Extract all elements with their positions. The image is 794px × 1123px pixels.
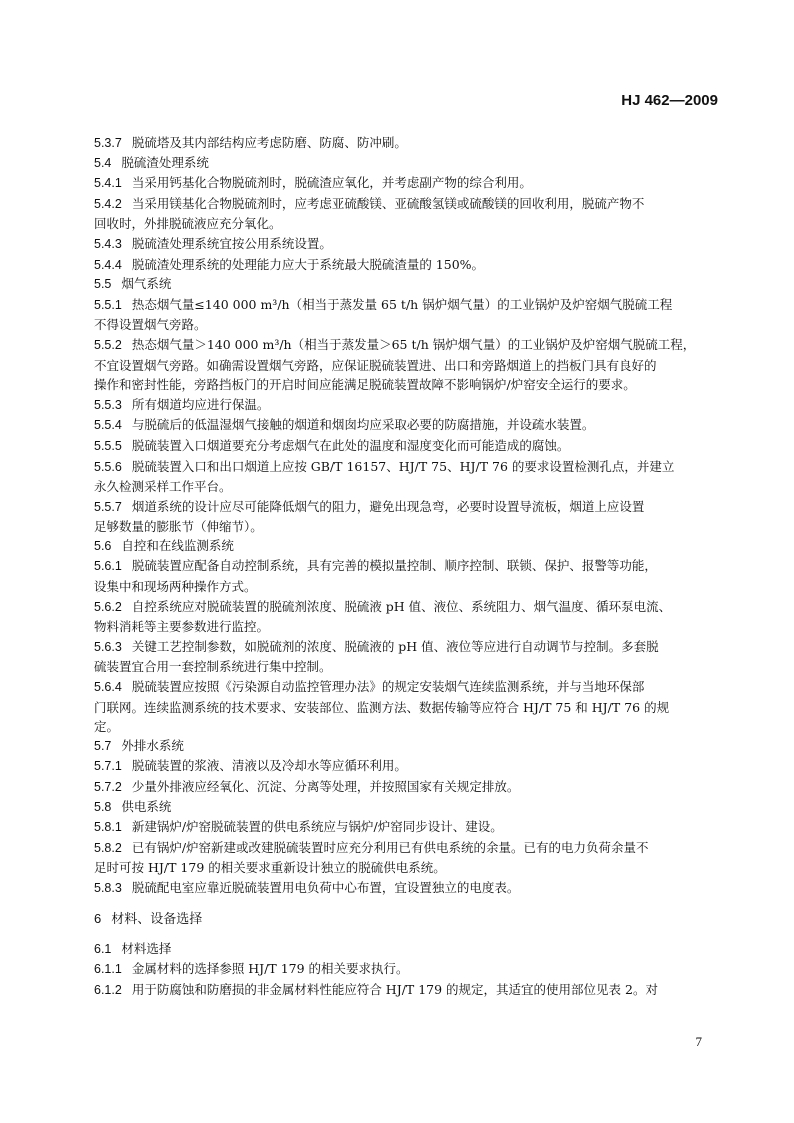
section-title: 供电系统 xyxy=(121,799,172,814)
clause-line xyxy=(94,133,720,154)
clause-text: 当采用镁基化合物脱硫剂时，应考虑亚硫酸镁、亚硫酸氢镁或硫酸镁的回收利用，脱硫产物不 xyxy=(131,195,645,211)
clause-line xyxy=(94,234,720,255)
clause-number: 5.5.2 xyxy=(94,337,122,352)
section-heading xyxy=(94,737,720,757)
clause-continuation: 足时可按 HJ/T 179 的相关要求重新设计独立的脱硫供电系统。 xyxy=(94,860,446,876)
clause-number: 5.7.1 xyxy=(94,759,122,774)
clause-number: 5.3.7 xyxy=(94,136,122,150)
clause-number: 5.8.1 xyxy=(94,820,122,835)
document-body xyxy=(94,133,720,1000)
clause-text: 用于防腐蚀和防磨损的非金属材料性能应符合 HJ/T 179 的规定，其适宜的使用部位见表 2。对 xyxy=(131,981,658,997)
clause-number: 5.5.1 xyxy=(94,297,122,312)
clause-number: 5.5.6 xyxy=(94,459,122,474)
clause-line xyxy=(94,497,720,518)
clause-number: 5.6.3 xyxy=(94,639,122,654)
clause-line xyxy=(94,335,720,356)
clause-text: 金属材料的选择参照 HJ/T 179 的相关要求执行。 xyxy=(131,961,409,977)
clause-line xyxy=(94,556,720,577)
section-number: 5.6 xyxy=(94,538,112,553)
section-number: 5.4 xyxy=(94,155,112,170)
clause-text: 与脱硫后的低温湿烟气接触的烟道和烟囱均应采取必要的防腐措施，并设疏水装置。 xyxy=(131,417,595,433)
section-heading xyxy=(94,154,720,174)
clause-line xyxy=(94,436,720,457)
clause-line xyxy=(94,194,720,215)
clause-continuation: 不宜设置烟气旁路。如确需设置烟气旁路，应保证脱硫装置进、出口和旁路烟道上的挡板门具有良好的 xyxy=(94,357,657,373)
clause-line xyxy=(94,597,720,618)
clause-number: 5.6.2 xyxy=(94,599,122,614)
clause-line xyxy=(94,395,720,416)
chapter-title: 材料、设备选择 xyxy=(111,911,203,927)
section-number: 5.8 xyxy=(94,799,112,814)
section-title: 材料选择 xyxy=(121,941,172,956)
clause-text: 热态烟气量≤140 000 m³/h（相当于蒸发量 65 t/h 锅炉烟气量）的工业锅炉及炉窑烟气脱硫工程 xyxy=(131,296,673,312)
clause-text: 当采用钙基化合物脱硫剂时，脱硫渣应氧化，并考虑副产物的综合利用。 xyxy=(131,175,532,191)
section-number: 6.1 xyxy=(94,941,112,956)
clause-number: 5.5.3 xyxy=(94,397,122,412)
clause-line xyxy=(94,777,720,798)
clause-text: 新建锅炉/炉窑脱硫装置的供电系统应与锅炉/炉窑同步设计、建设。 xyxy=(131,819,503,835)
clause-continuation: 物料消耗等主要参数进行监控。 xyxy=(94,619,270,635)
clause-number: 5.4.4 xyxy=(94,257,122,272)
document-code: HJ 462—2009 xyxy=(621,92,718,109)
clause-continuation: 定。 xyxy=(94,719,120,735)
chapter-heading xyxy=(94,909,720,930)
clause-text: 脱硫装置的浆液、清液以及冷却水等应循环利用。 xyxy=(131,758,407,774)
clause-line xyxy=(94,959,720,980)
clause-continuation: 足够数量的膨胀节（伸缩节）。 xyxy=(94,519,263,535)
section-heading xyxy=(94,537,720,557)
clause-line xyxy=(94,838,720,859)
clause-text: 脱硫装置入口和出口烟道上应按 GB/T 16157、HJ/T 75、HJ/T 76 的要求设置检测孔点，并建立 xyxy=(131,458,675,474)
clause-continuation: 回收时，外排脱硫液应充分氧化。 xyxy=(94,216,282,232)
clause-number: 6.1.1 xyxy=(94,962,122,977)
clause-line xyxy=(94,295,720,316)
section-heading xyxy=(94,940,720,960)
clause-text: 热态烟气量＞140 000 m³/h（相当于蒸发量＞65 t/h 锅炉烟气量）的工业锅炉及炉窑烟气脱硫工程， xyxy=(131,336,696,352)
clause-text: 所有烟道均应进行保温。 xyxy=(131,396,270,412)
clause-number: 5.8.2 xyxy=(94,840,122,855)
clause-text: 脱硫装置应配备自动控制系统，具有完善的模拟量控制、顺序控制、联锁、保护、报警等功能， xyxy=(131,558,657,574)
clause-text: 已有锅炉/炉窑新建或改建脱硫装置时应充分利用已有供电系统的余量。已有的电力负荷余量不 xyxy=(131,839,649,855)
clause-text: 脱硫装置应按照《污染源自动监控管理办法》的规定安装烟气连续监测系统，并与当地环保部 xyxy=(131,679,645,695)
clause-continuation: 操作和密封性能，旁路挡板门的开启时间应能满足脱硫装置故障不影响锅炉/炉窑安全运行的要求。 xyxy=(94,377,636,393)
clause-text: 脱硫渣处理系统宜按公用系统设置。 xyxy=(131,235,332,251)
chapter-number: 6 xyxy=(94,910,102,926)
clause-line xyxy=(94,980,720,1001)
clause-line xyxy=(94,255,720,276)
clause-line xyxy=(94,457,720,478)
clause-line xyxy=(94,415,720,436)
clause-text: 关键工艺控制参数，如脱硫剂的浓度、脱硫液的 pH 值、液位等应进行自动调节与控制。多套脱 xyxy=(131,638,659,654)
clause-text: 烟道系统的设计应尽可能降低烟气的阻力，避免出现急弯，必要时设置导流板，烟道上应设置 xyxy=(131,498,645,514)
section-number: 5.5 xyxy=(94,277,112,292)
clause-continuation: 硫装置宜合用一套控制系统进行集中控制。 xyxy=(94,659,332,675)
clause-continuation: 不得设置烟气旁路。 xyxy=(94,317,207,333)
section-title: 脱硫渣处理系统 xyxy=(121,155,209,170)
clause-continuation: 永久检测采样工作平台。 xyxy=(94,479,232,495)
clause-continuation: 门联网。连续监测系统的技术要求、安装部位、监测方法、数据传输等应符合 HJ/T 75 和 HJ/T 76 的规 xyxy=(94,699,670,715)
clause-number: 5.5.5 xyxy=(94,438,122,453)
section-title: 烟气系统 xyxy=(121,277,172,292)
clause-line xyxy=(94,878,720,899)
page-number: 7 xyxy=(695,1034,702,1049)
clause-number: 5.4.2 xyxy=(94,196,122,211)
clause-number: 6.1.2 xyxy=(94,982,122,997)
section-title: 外排水系统 xyxy=(121,738,184,753)
clause-number: 5.6.4 xyxy=(94,680,122,695)
clause-line xyxy=(94,637,720,658)
clause-text: 脱硫塔及其内部结构应考虑防磨、防腐、防冲刷。 xyxy=(131,135,407,150)
clause-text: 自控系统应对脱硫装置的脱硫剂浓度、脱硫液 pH 值、液位、系统阻力、烟气温度、循环泵电流、 xyxy=(131,598,672,614)
clause-text: 少量外排液应经氧化、沉淀、分离等处理，并按照国家有关规定排放。 xyxy=(131,779,520,794)
clause-text: 脱硫渣处理系统的处理能力应大于系统最大脱硫渣量的 150%。 xyxy=(131,256,485,272)
clause-line xyxy=(94,677,720,698)
clause-number: 5.5.7 xyxy=(94,499,122,514)
clause-number: 5.8.3 xyxy=(94,880,122,895)
section-heading xyxy=(94,275,720,295)
clause-number: 5.6.1 xyxy=(94,559,122,574)
clause-line xyxy=(94,817,720,838)
clause-line xyxy=(94,756,720,777)
clause-number: 5.4.1 xyxy=(94,176,122,191)
clause-line xyxy=(94,173,720,194)
clause-text: 脱硫配电室应靠近脱硫装置用电负荷中心布置，宜设置独立的电度表。 xyxy=(131,879,520,895)
clause-number: 5.7.2 xyxy=(94,780,122,794)
section-number: 5.7 xyxy=(94,738,112,753)
section-heading xyxy=(94,798,720,818)
section-title: 自控和在线监测系统 xyxy=(121,538,234,553)
clause-text: 脱硫装置入口烟道要充分考虑烟气在此处的温度和湿度变化而可能造成的腐蚀。 xyxy=(131,437,570,453)
clause-number: 5.5.4 xyxy=(94,418,122,433)
clause-number: 5.4.3 xyxy=(94,236,122,251)
clause-continuation: 设集中和现场两种操作方式。 xyxy=(94,579,257,595)
